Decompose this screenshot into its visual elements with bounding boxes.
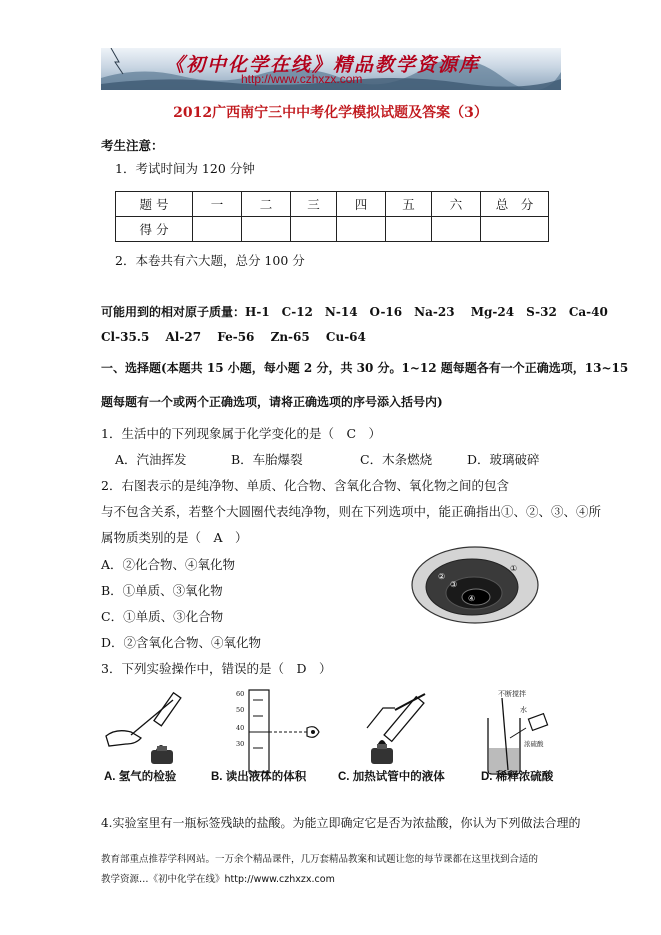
question-1-option-d: D．玻璃破碎: [467, 452, 540, 467]
scale-label-40: 40: [236, 724, 245, 732]
footer-line-2[interactable]: 教学资源…《初中化学在线》http://www.czhxzx.com: [101, 874, 335, 885]
table-row: [116, 192, 549, 217]
diagram-label-2: ②: [438, 572, 446, 581]
caption-b: B. 读出液体的体积: [211, 771, 307, 783]
atomic-mass-line-2: Cl-35.5 Al-27 Fe-56 Zn-65 Cu-64: [101, 330, 366, 344]
banner-title: 《初中化学在线》精品教学资源库: [165, 54, 481, 76]
score-table: [115, 191, 549, 242]
question-2-line-3: 属物质类别的是（ A ）: [101, 530, 248, 545]
page-title: 2012广西南宁三中中考化学模拟试题及答案（3）: [173, 105, 488, 121]
notice-heading: 考生注意：: [101, 138, 164, 153]
question-2-option-d: D．②含氧化合物、④氧化物: [101, 635, 262, 650]
label-acid: 浓硫酸: [524, 740, 544, 748]
table-cell: 五: [386, 192, 432, 217]
scale-label-50: 50: [236, 706, 245, 714]
question-1-option-a: A．汽油挥发: [115, 452, 187, 467]
circle-4: [462, 589, 490, 605]
question-2-option-b: B．①单质、③氧化物: [101, 583, 223, 598]
footer-line-1: 教育部重点推荐学科网站。一万余个精品课件，几万套精品教案和试题让您的每节课都在这里找到合适的: [101, 854, 539, 865]
classification-diagram: [410, 545, 540, 625]
question-3-stem: 3．下列实验操作中，错误的是（ D ）: [101, 661, 332, 676]
caption-a: A. 氢气的检验: [104, 771, 177, 783]
scale-label-30: 30: [236, 740, 245, 748]
table-cell: 总 分: [481, 192, 549, 217]
atomic-mass-line-1: 可能用到的相对原子质量：H-1 C-12 N-14 O-16 Na-23 Mg-24 S-32 Ca-40: [101, 305, 608, 319]
label-stir: 不断搅拌: [498, 690, 526, 698]
table-cell: 六: [432, 192, 481, 217]
score-cell[interactable]: [291, 217, 337, 242]
score-cell[interactable]: [242, 217, 291, 242]
question-1-option-c: C．木条燃烧: [360, 452, 433, 467]
section-heading-line-1: 一、选择题(本题共 15 小题，每小题 2 分，共 30 分。1~12 题每题各有一个正确选项，13~15: [101, 361, 629, 375]
diagram-label-1: ①: [510, 564, 518, 573]
table-cell: 一: [193, 192, 242, 217]
banner-url[interactable]: http://www.czhxzx.com: [241, 72, 363, 86]
table-cell: 二: [242, 192, 291, 217]
table-cell: 三: [291, 192, 337, 217]
diagram-label-4: ④: [468, 594, 476, 603]
question-2-line-2: 与不包含关系，若整个大圆圈代表纯净物，则在下列选项中，能正确指出①、②、③、④所: [101, 504, 602, 519]
score-cell[interactable]: [386, 217, 432, 242]
question-2-option-a: A．②化合物、④氧化物: [101, 557, 236, 572]
section-heading-line-2: 题每题有一个或两个正确选项，请将正确选项的序号添入括号内): [101, 395, 443, 409]
table-cell: 四: [337, 192, 386, 217]
question-1-option-b: B．车胎爆裂: [231, 452, 303, 467]
question-4-stem: 4.实验室里有一瓶标签残缺的盐酸。为能立即确定它是否为浓盐酸，你认为下列做法合理的: [101, 816, 581, 830]
label-water: 水: [520, 706, 527, 714]
question-2-line-1: 2．右图表示的是纯净物、单质、化合物、含氧化合物、氧化物之间的包含: [101, 478, 509, 493]
scale-label-60: 60: [236, 690, 245, 698]
table-cell: 得 分: [116, 217, 193, 242]
caption-c: C. 加热试管中的液体: [338, 771, 445, 783]
score-cell[interactable]: [432, 217, 481, 242]
score-cell[interactable]: [481, 217, 549, 242]
score-cell[interactable]: [193, 217, 242, 242]
caption-d: D. 稀释浓硫酸: [481, 771, 554, 783]
question-2-option-c: C．①单质、③化合物: [101, 609, 224, 624]
notice-item-2: 2．本卷共有六大题，总分 100 分: [115, 253, 305, 268]
header-banner: [101, 48, 561, 90]
question-1-stem: 1．生活中的下列现象属于化学变化的是（ C ）: [101, 426, 382, 441]
table-row: [116, 217, 549, 242]
table-cell: 题 号: [116, 192, 193, 217]
score-cell[interactable]: [337, 217, 386, 242]
notice-item-1: 1．考试时间为 120 分钟: [115, 161, 255, 176]
diagram-label-3: ③: [450, 580, 458, 589]
